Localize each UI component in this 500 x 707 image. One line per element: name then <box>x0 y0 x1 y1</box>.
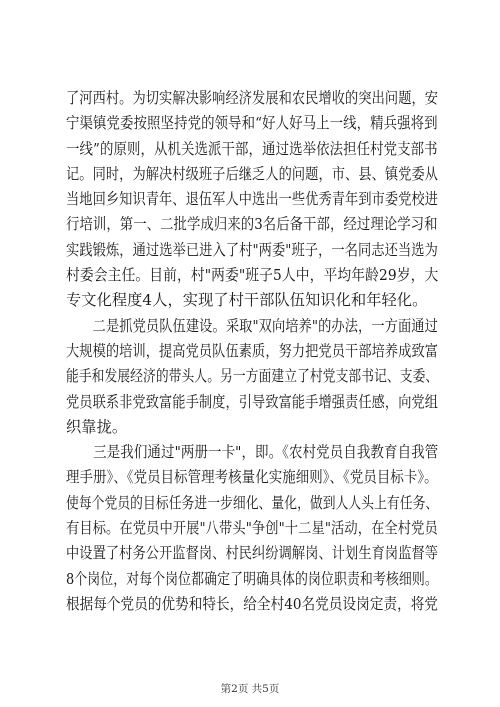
page-footer: 第2页 共5页 <box>220 683 280 695</box>
body-text <box>66 86 438 617</box>
text-line: 有目标。在党员中开展"八带头"争创"十二星"活动，在全村党员 <box>66 519 438 538</box>
text-line: 当地回乡知识青年、退伍军人中选出一些优秀青年到市委党校进 <box>66 190 439 209</box>
text-line: 中设置了村务公开监督岗、村民纠纷调解岗、计划生育岗监督等 <box>66 544 439 563</box>
text-line: 8个岗位，对每个岗位都确定了明确具体的岗位职责和考核细则。 <box>66 569 438 588</box>
text-line: 党员联系非党致富能手制度，引导致富能手增强责任感，向党组 <box>66 392 439 411</box>
text-line: 实践锻炼，通过选举已进入了村"两委"班子，一名同志还当选为 <box>66 240 438 259</box>
text-line: 一线”的原则，从机关选派干部，通过选举依法担任村党支部书 <box>66 139 438 158</box>
text-line: 宁渠镇党委按照坚持党的领导和“好人好马上一线，精兵强将到 <box>66 114 438 133</box>
text-line: 行培训，第一、二批学成归来的3名后备干部，经过理论学习和 <box>66 215 438 234</box>
text-line: 了河西村。为切实解决影响经济发展和农民增收的突出问题，安 <box>66 89 439 107</box>
text-line: 织靠拢。 <box>66 417 128 436</box>
text-line: 村委会主任。目前，村"两委"班子5人中，平均年龄29岁，大 <box>66 266 439 285</box>
text-line: 二是抓党员队伍建设。采取"双向培养"的办法，一方面通过 <box>66 316 438 335</box>
text-line: 三是我们通过"两册一卡"，即。《农村党员自我教育自我管 <box>66 443 439 462</box>
text-line: 专文化程度4人，实现了村干部队伍知识化和年轻化。 <box>66 291 428 310</box>
text-line: 使每个党员的目标任务进一步细化、量化，做到人人头上有任务、 <box>66 493 439 512</box>
text-line: 能手和发展经济的带头人。另一方面建立了村党支部书记、支委、 <box>66 367 439 386</box>
text-line: 大规模的培训，提高党员队伍素质，努力把党员干部培养成致富 <box>66 341 439 360</box>
text-line: 根据每个党员的优势和特长，给全村40名党员设岗定责，将党 <box>66 594 439 613</box>
text-line: 理手册》、《党员目标管理考核量化实施细则》、《党员目标卡》。 <box>66 468 438 487</box>
text-line: 记。同时，为解决村级班子后继乏人的问题，市、县、镇党委从 <box>66 164 439 183</box>
